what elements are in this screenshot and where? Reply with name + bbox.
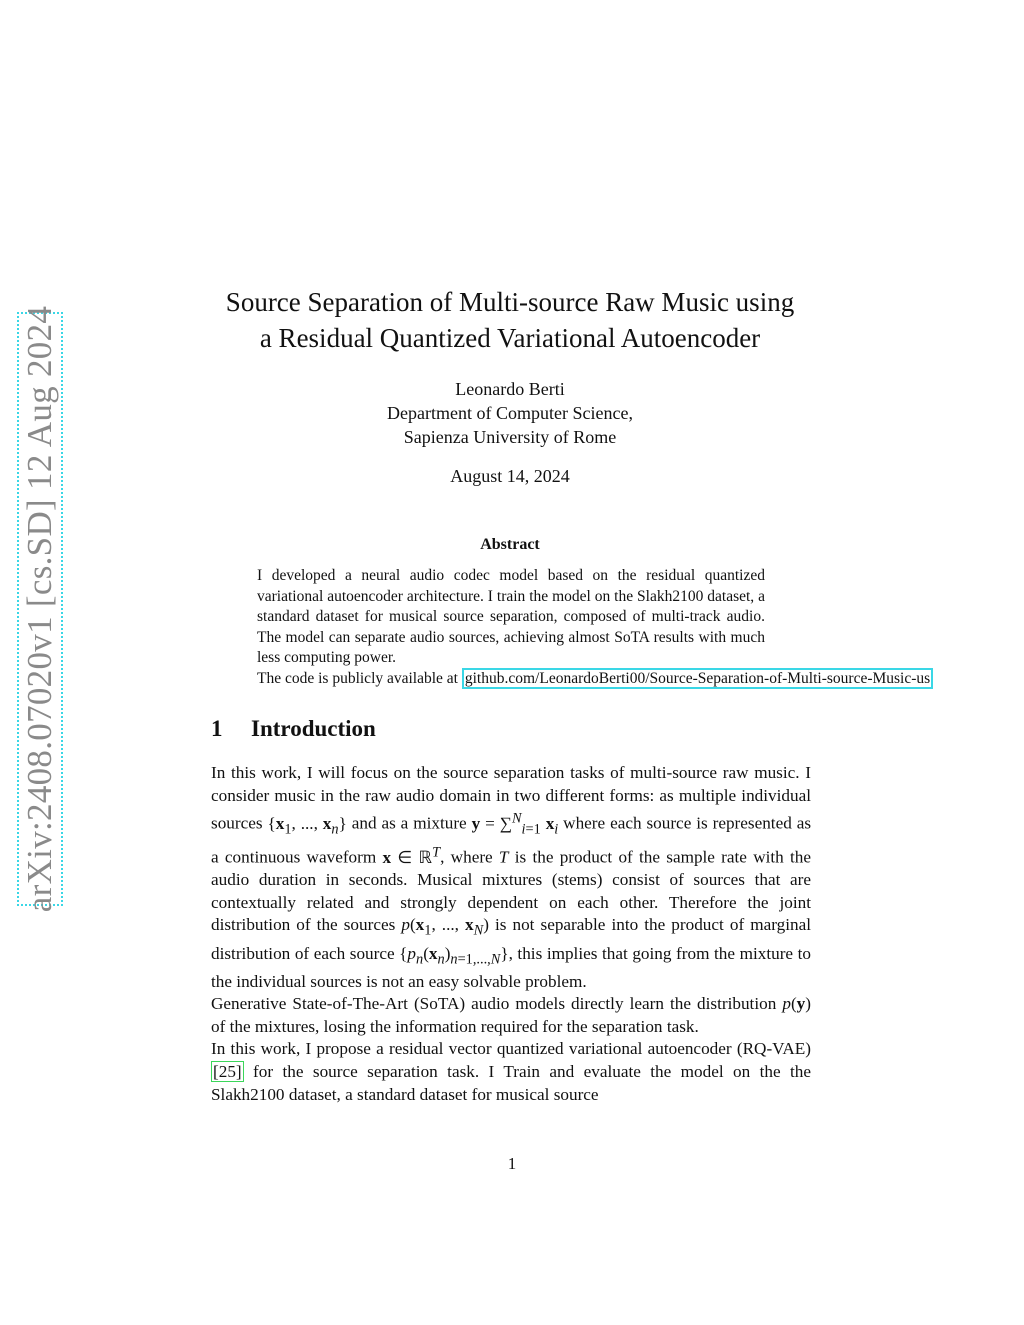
arxiv-identifier-stamp[interactable] [17,305,63,913]
math-joint-distribution: $p(x_1$, ..., $x_N$) [401,915,489,939]
abstract-heading: Abstract [480,536,540,553]
section-number: 1 [211,716,223,741]
math-mixture: y = ∑$^N_{i=1}$ $x_i$ [471,810,559,838]
arxiv-identifier-text: arXiv:2408.07020v1 [cs.SD] 12 Aug 2024 [20,305,59,913]
text-run: is not separable into the product of marginal distribution of each source [211,915,811,963]
math-p-y: p(y) [782,994,811,1014]
intro-paragraph-1 [211,762,811,993]
text-run: of the mixtures, losing the information required for the separation task. [211,1016,699,1036]
abstract-body [257,566,931,689]
text-run: for the source separation task. I Train and evaluate the model on the the Slakh2100 dataset, a standard dataset for musical source [211,1061,811,1104]
text-run: , this implies that going from the mixture to the individual sources is not an easy solvable problem. [211,943,811,991]
author-name: Leonardo Berti [455,379,565,399]
title-line-2: a Residual Quantized Variational Autoencoder [259,323,761,353]
abstract-code-line [257,669,931,690]
intro-paragraph-2 [211,993,811,1038]
abstract-text: I developed a neural audio codec model based on the residual quantized variational autoencoder architecture. I train the model on the Slakh2100 dataset, a standard dataset for musical source separation, composed of multi-track audio. The model can separate audio sources, achieving almost SoTA results with much less computing power. [257,567,765,666]
author-university: Sapienza University of Rome [403,427,617,447]
paper-date: August 14, 2024 [450,466,570,486]
section-heading [211,716,376,742]
text-run: , where [440,847,499,867]
page-number: 1 [507,1154,517,1173]
introduction-body [211,762,811,1106]
citation-link[interactable]: [25] [213,1061,242,1081]
text-run: In this work, I propose a residual vector quantized variational autoencoder (RQ-VAE) [211,1039,811,1059]
intro-paragraph-3 [211,1038,811,1106]
github-link[interactable]: github.com/LeonardoBerti00/Source-Separation-of-Multi-source-Music-us [462,668,933,689]
code-availability-text: The code is publicly available at [257,669,462,687]
math-marginals: $\{p_n(x_n)_{n=1,...,N}\}$ [399,943,509,967]
math-sources-set: {$x_1$, ..., $x_n$} [267,813,347,838]
math-waveform: x ∈ ℝ$^T$ [382,843,441,867]
math-T: T [498,847,509,867]
section-title: Introduction [251,716,376,741]
paper-title [150,284,870,356]
text-run: Generative State-of-The-Art (SoTA) audio models directly learn the distribution [211,994,783,1014]
author-department: Department of Computer Science, [387,403,633,423]
title-line-1: Source Separation of Multi-source Raw Music using [225,287,795,317]
text-run: In this work, I will focus on the source separation tasks of multi-source raw music. I consider music in the raw audio domain in two different forms: as multiple individual sources [211,763,811,833]
text-run: where each source is represented as a continuous waveform [211,813,812,867]
text-run: is the product of the sample rate with the audio duration in seconds. Musical mixtures (stems) consist of sources that are contextually related and strongly dependent on each other. Therefore the joint distribution of the sources [211,847,811,935]
text-run: and as a mixture [346,813,472,833]
author-block [300,377,720,449]
